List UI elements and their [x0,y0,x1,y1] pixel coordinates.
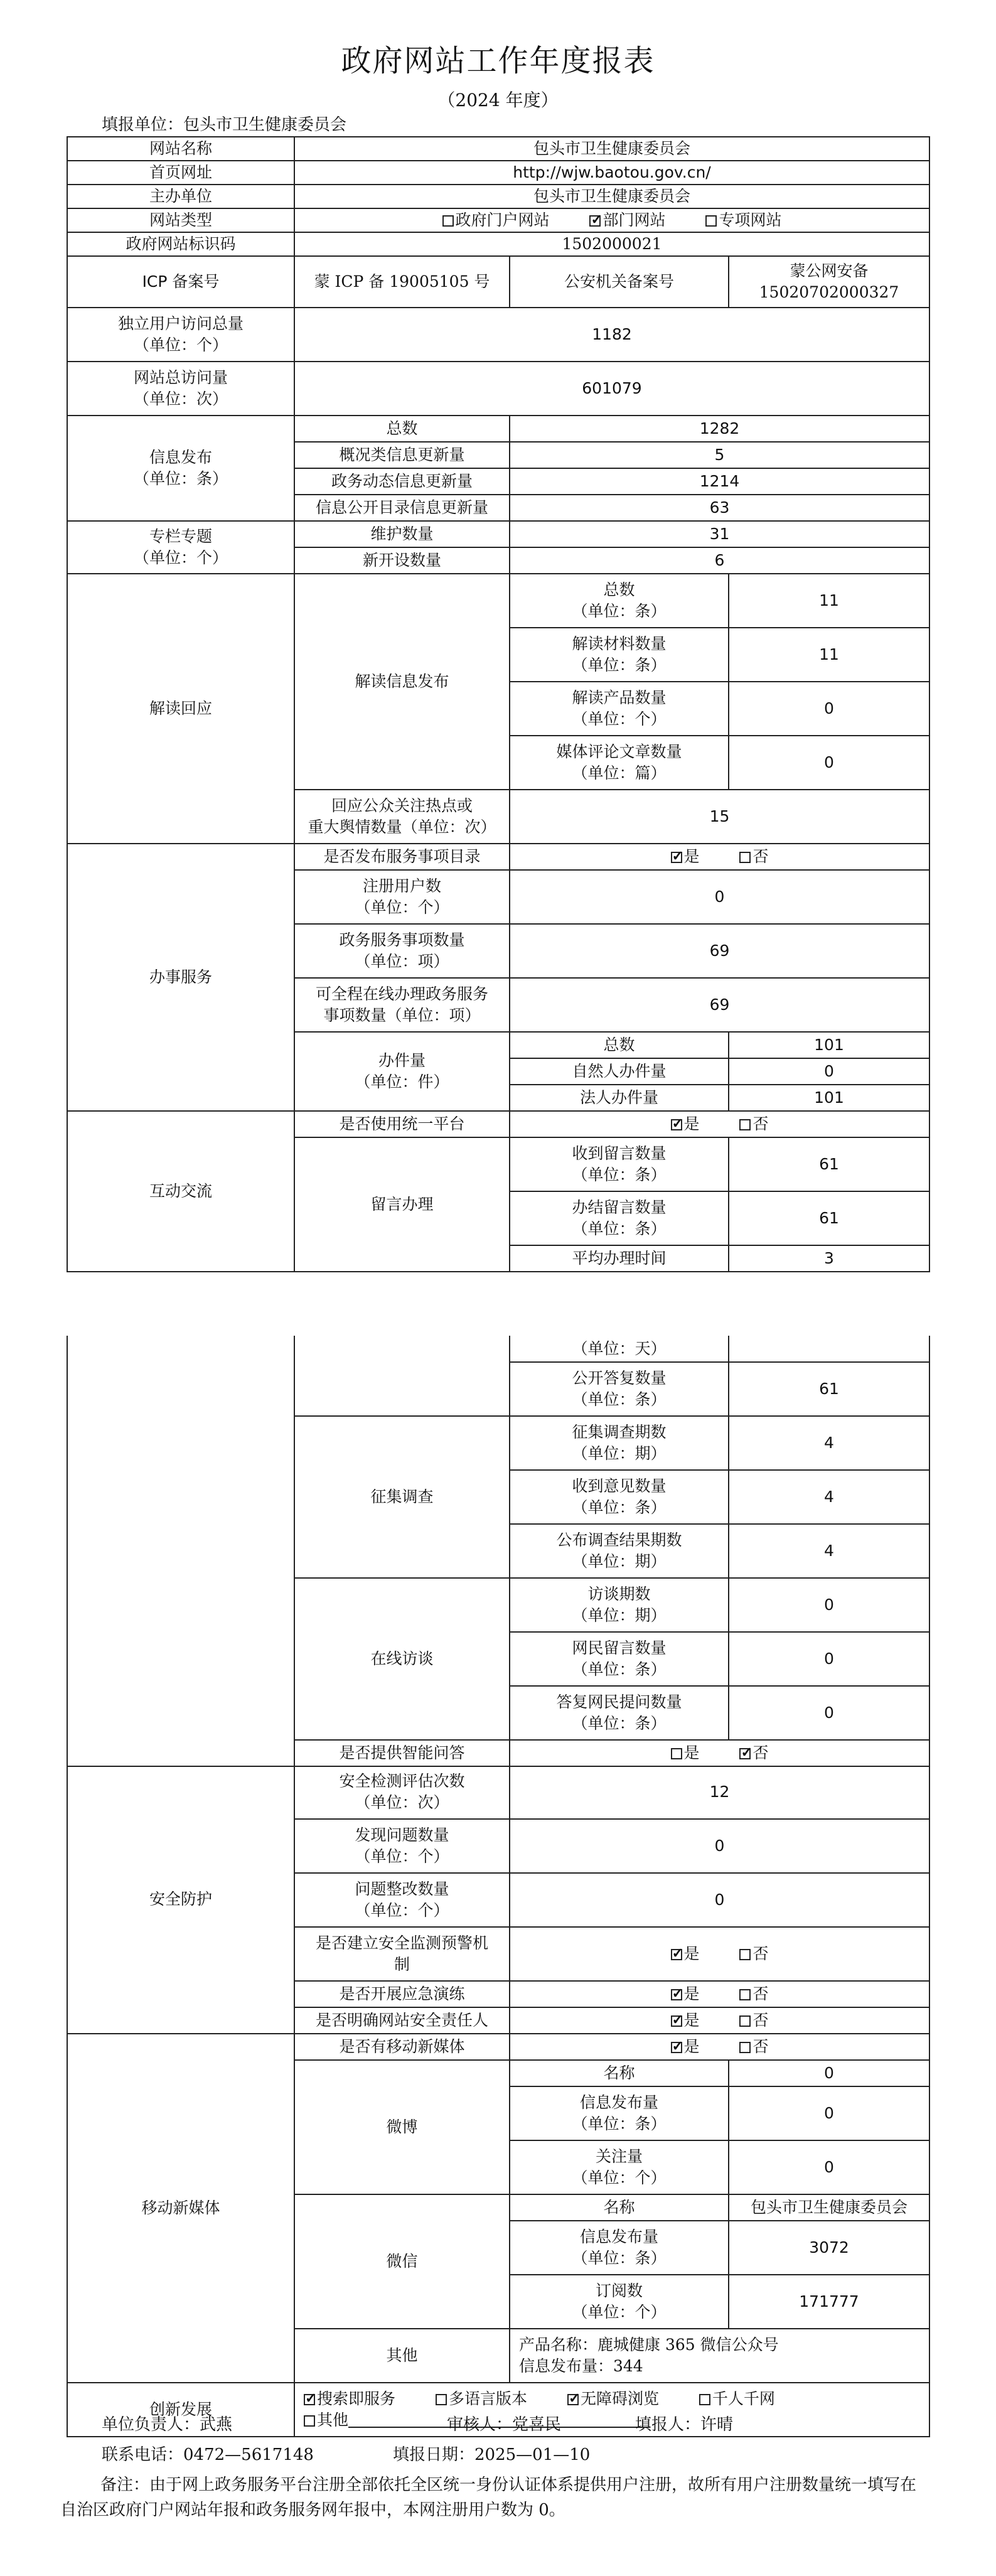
security-drill-label: 是否开展应急演练 [294,1981,510,2007]
topics-new: 6 [510,547,929,574]
innovation-label: 创新发展 [67,2383,294,2437]
info-overview-label: 概况类信息更新量 [294,442,510,468]
info-publish-label: 信息发布 （单位：条） [67,416,294,521]
service-label: 办事服务 [67,844,294,1111]
checkbox-checked-icon[interactable] [671,852,682,863]
interpret-material-label: 解读材料数量 （单位：条） [510,628,729,682]
wechat-pub: 3072 [729,2221,929,2275]
checkbox-checked-icon[interactable] [671,2015,682,2027]
checkbox-icon[interactable] [304,2415,315,2427]
interview-answers-label: 答复网民提问数量 （单位：条） [510,1686,729,1740]
checkbox-checked-icon[interactable] [589,215,601,227]
survey-opinions: 4 [729,1470,929,1524]
police-label: 公安机关备案号 [510,256,729,308]
wechat-sub-label: 订阅数 （单位：个） [510,2275,729,2329]
interpret-product-label: 解读产品数量 （单位：个） [510,682,729,736]
security-fixed-label: 问题整改数量 （单位：个） [294,1873,510,1927]
service-legal: 101 [729,1085,929,1111]
filling-unit: 填报单位：包头市卫生健康委员会 [102,115,347,134]
security-fixed: 0 [510,1873,929,1927]
topics-maintain-label: 维护数量 [294,521,510,547]
checkbox-checked-icon[interactable] [739,1748,751,1759]
report-year: （2024 年度） [437,90,559,110]
checkbox-icon[interactable] [699,2394,710,2405]
service-catalog-label: 是否发布服务事项目录 [294,844,510,870]
interact-platform-options: ✓ 是 否 [510,1111,929,1137]
service-legal-label: 法人办件量 [510,1085,729,1111]
info-overview: 5 [510,442,929,468]
checkbox-icon[interactable] [739,1119,751,1130]
wechat-name-label: 名称 [510,2194,729,2221]
interview-answers: 0 [729,1686,929,1740]
total-visits-label: 网站总访问量 （单位：次） [67,362,294,416]
interact-avg: 3 [729,1245,929,1272]
mobile-has-options: ✓ 是 否 [510,2034,929,2060]
site-name: 包头市卫生健康委员会 [294,137,929,161]
home-url-label: 首页网址 [67,161,294,185]
checkbox-icon[interactable] [739,1949,751,1960]
interpret-media: 0 [729,736,929,790]
service-items: 69 [510,924,929,978]
survey-periods: 4 [729,1416,929,1470]
checkbox-icon[interactable] [671,1748,682,1759]
weibo-name: 0 [729,2060,929,2086]
smart-qa-label: 是否提供智能问答 [294,1740,510,1766]
wechat-pub-label: 信息发布量 （单位：条） [510,2221,729,2275]
info-news-label: 政务动态信息更新量 [294,468,510,495]
unique-users-label: 独立用户访问总量 （单位：个） [67,308,294,362]
security-owner-options: ✓ 是 否 [510,2007,929,2034]
interact-recv: 61 [729,1137,929,1191]
service-natural: 0 [729,1058,929,1085]
fill-date: 填报日期：2025—01—10 [393,2445,591,2464]
survey-results-label: 公布调查结果期数 （单位：期） [510,1524,729,1578]
site-type-options: 政府门户网站 ✓ 部门网站 专项网站 [294,208,929,232]
site-type-label: 网站类型 [67,208,294,232]
interact-avg-unit: （单位：天） [510,1336,729,1362]
security-checks: 12 [510,1765,929,1819]
service-catalog-options: ✓ 是 否 [510,844,929,870]
service-online: 69 [510,978,929,1032]
checkbox-icon[interactable] [705,215,717,227]
interact-done: 61 [729,1191,929,1245]
security-found: 0 [510,1819,929,1873]
interact-avg-label: 平均办理时间 [510,1245,729,1272]
page-title: 政府网站工作年度报表 [341,43,655,78]
host-org-label: 主办单位 [67,185,294,208]
interpret-publish-label: 解读信息发布 [294,574,510,790]
interact-msg-label: 留言办理 [294,1137,510,1272]
survey-periods-label: 征集调查期数 （单位：期） [510,1416,729,1470]
report-table-part3 [67,1765,930,2437]
info-catalog-label: 信息公开目录信息更新量 [294,495,510,521]
security-label: 安全防护 [67,1765,294,2034]
mobile-has-label: 是否有移动新媒体 [294,2034,510,2060]
checkbox-checked-icon[interactable] [671,1989,682,2000]
weibo-follow: 0 [729,2140,929,2194]
service-online-label: 可全程在线办理政务服务 事项数量（单位：项） [294,978,510,1032]
survey-opinions-label: 收到意见数量 （单位：条） [510,1470,729,1524]
security-owner-label: 是否明确网站安全责任人 [294,2007,510,2034]
security-checks-label: 安全检测评估次数 （单位：次） [294,1765,510,1819]
checkbox-icon[interactable] [739,2042,751,2053]
security-found-label: 发现问题数量 （单位：个） [294,1819,510,1873]
host-org: 包头市卫生健康委员会 [294,185,929,208]
wechat-label: 微信 [294,2194,510,2329]
service-reg-label: 注册用户数 （单位：个） [294,870,510,924]
total-visits: 601079 [294,362,929,416]
filler-person: 填报人：许晴 [635,2415,734,2434]
checkbox-icon[interactable] [436,2394,447,2405]
wechat-sub: 171777 [729,2275,929,2329]
report-table-part2 [67,1336,930,1767]
unique-users: 1182 [294,308,929,362]
smart-qa-options: 是 ✓ 否 [510,1740,929,1766]
checkbox-checked-icon[interactable] [567,2394,579,2405]
interview-periods-label: 访谈期数 （单位：期） [510,1578,729,1632]
checkbox-checked-icon[interactable] [671,1949,682,1960]
weibo-label: 微博 [294,2060,510,2194]
service-reg: 0 [510,870,929,924]
checkbox-checked-icon[interactable] [304,2394,315,2405]
topics-label: 专栏专题 （单位：个） [67,521,294,574]
checkbox-icon[interactable] [739,2015,751,2027]
topics-new-label: 新开设数量 [294,547,510,574]
interpret-product: 0 [729,682,929,736]
survey-label: 征集调查 [294,1416,510,1578]
service-items-label: 政务服务事项数量 （单位：项） [294,924,510,978]
security-warn-label: 是否建立安全监测预警机 制 [294,1927,510,1981]
mobile-other: 产品名称：鹿城健康 365 微信公众号 信息发布量：344 [510,2329,929,2383]
survey-results: 4 [729,1524,929,1578]
checkbox-checked-icon[interactable] [671,1119,682,1130]
info-news: 1214 [510,468,929,495]
reviewer: 审核人：党喜民 [447,2415,562,2434]
home-url[interactable]: http://wjw.baotou.gov.cn/ [294,161,929,185]
police-number: 蒙公网安备 15020702000327 [729,256,929,308]
report-table-part1 [67,136,930,1272]
service-natural-label: 自然人办件量 [510,1058,729,1085]
interview-msgs: 0 [729,1632,929,1686]
site-code: 1502000021 [294,232,929,256]
interpret-hot-label: 回应公众关注热点或 重大舆情数量（单位：次） [294,790,510,844]
note-line-2: 自治区政府门户网站年报和政务服务网年报中，本网注册用户数为 0。 [60,2501,565,2520]
site-code-label: 政府网站标识码 [67,232,294,256]
interact-platform-label: 是否使用统一平台 [294,1111,510,1137]
mobile-other-label: 其他 [294,2329,510,2383]
interact-avg-cont [729,1336,929,1362]
weibo-pub-label: 信息发布量 （单位：条） [510,2086,729,2140]
interact-label-cont [67,1336,294,1766]
wechat-name: 包头市卫生健康委员会 [729,2194,929,2221]
service-cases-total: 101 [729,1032,929,1058]
topics-maintain: 31 [510,521,929,547]
security-drill-options: ✓ 是 否 [510,1981,929,2007]
contact-phone: 联系电话：0472—5617148 [102,2445,314,2464]
interview-msgs-label: 网民留言数量 （单位：条） [510,1632,729,1686]
interact-done-label: 办结留言数量 （单位：条） [510,1191,729,1245]
info-total: 1282 [510,416,929,442]
interact-reply-label: 公开答复数量 （单位：条） [510,1362,729,1416]
checkbox-icon[interactable] [739,852,751,863]
interpret-total: 11 [729,574,929,628]
icp-label: ICP 备案号 [67,256,294,308]
interpret-label: 解读回应 [67,574,294,844]
weibo-pub: 0 [729,2086,929,2140]
service-cases-total-label: 总数 [510,1032,729,1058]
info-catalog: 63 [510,495,929,521]
security-warn-options: ✓是 否 [510,1927,929,1981]
mobile-label: 移动新媒体 [67,2034,294,2383]
interpret-total-label: 总数 （单位：条） [510,574,729,628]
weibo-follow-label: 关注量 （单位：个） [510,2140,729,2194]
interact-reply: 61 [729,1362,929,1416]
interact-label: 互动交流 [67,1111,294,1272]
site-name-label: 网站名称 [67,137,294,161]
interpret-hot: 15 [510,790,929,844]
interview-label: 在线访谈 [294,1578,510,1740]
checkbox-checked-icon[interactable] [671,2042,682,2053]
service-cases-label: 办件量 （单位：件） [294,1032,510,1111]
interact-recv-label: 收到留言数量 （单位：条） [510,1137,729,1191]
interpret-media-label: 媒体评论文章数量 （单位：篇） [510,736,729,790]
interview-periods: 0 [729,1578,929,1632]
checkbox-icon[interactable] [739,1989,751,2000]
innovation-options: ✓搜索即服务 多语言版本 ✓ 无障碍浏览 千人千网 其他 [294,2383,929,2437]
interpret-material: 11 [729,628,929,682]
note-line-1: 备注：由于网上政务服务平台注册全部依托全区统一身份认证体系提供用户注册，故所有用户注册数量统一填写在 [100,2476,917,2494]
unit-leader: 单位负责人：武燕 [102,2415,233,2434]
info-total-label: 总数 [294,416,510,442]
checkbox-icon[interactable] [442,215,454,227]
weibo-name-label: 名称 [510,2060,729,2086]
interact-msg-cont [294,1336,510,1416]
icp-number: 蒙 ICP 备 19005105 号 [294,256,510,308]
